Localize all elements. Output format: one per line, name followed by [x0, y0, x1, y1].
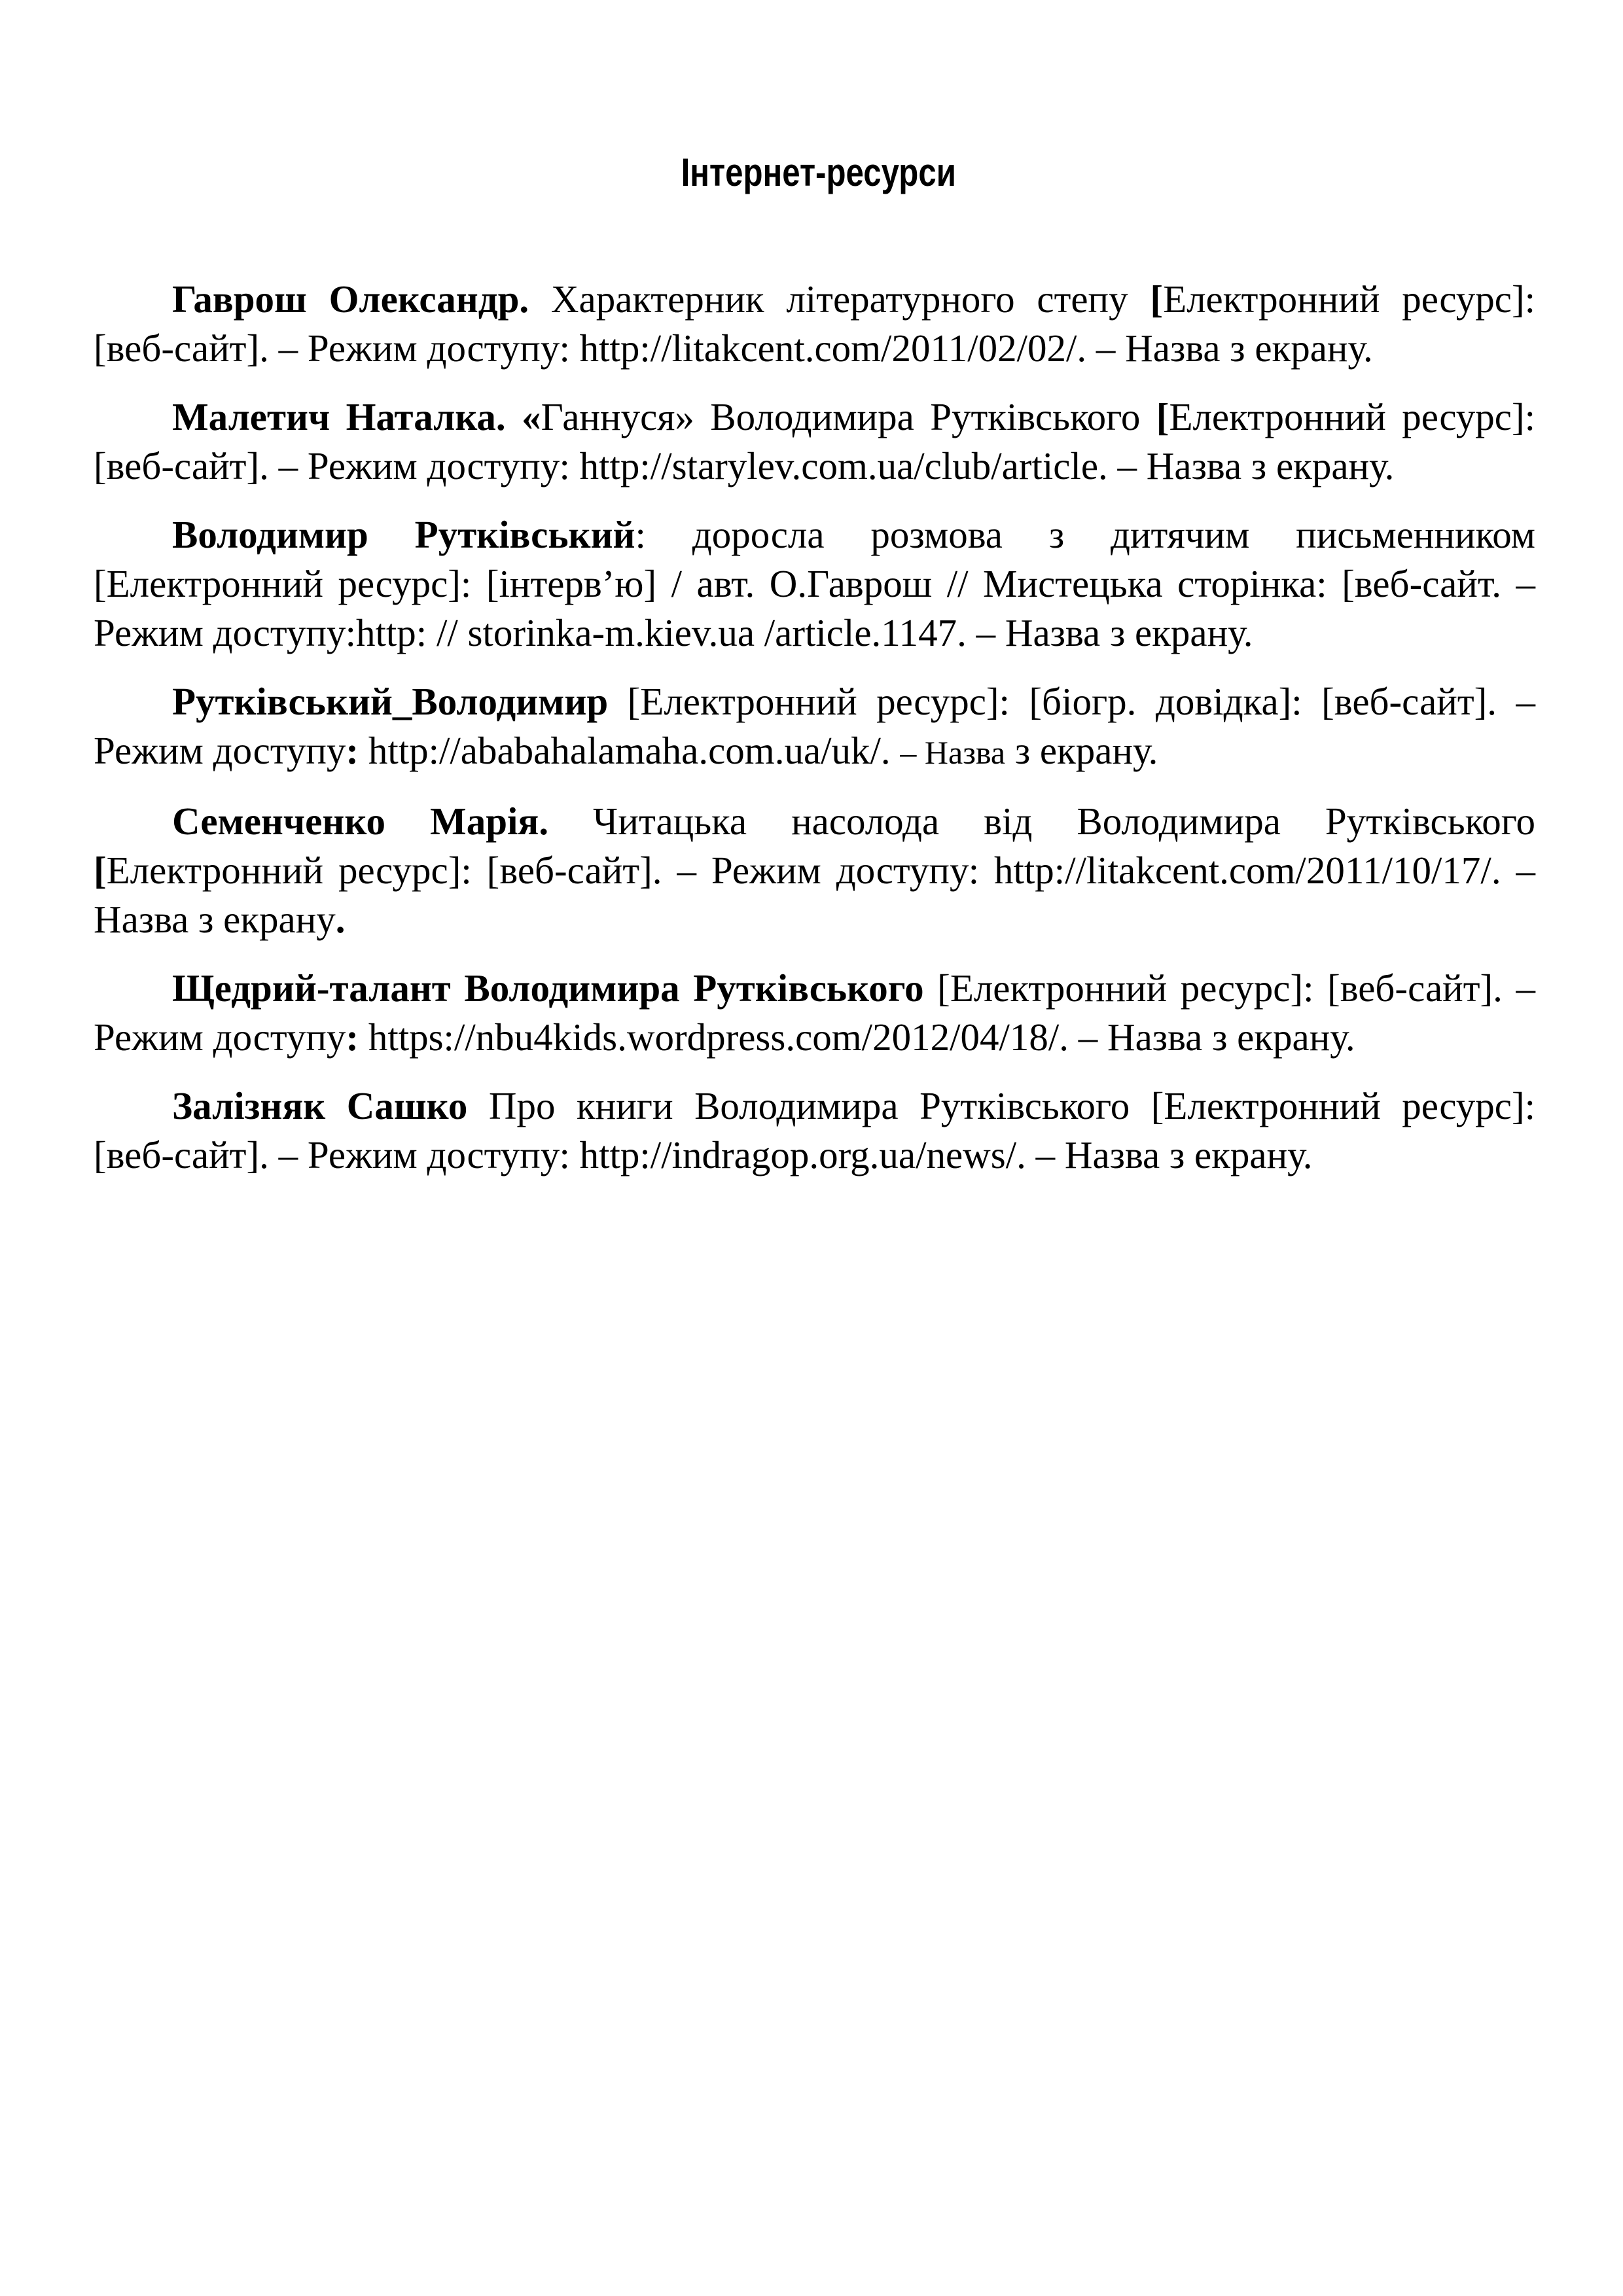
entry-url: http://ababahalamaha.com.ua/uk/.: [359, 729, 901, 772]
bibliography-entry: [94, 797, 1535, 944]
entry-title: [Електронний ресурс]: [біогр. довідка]: [веб-сайт]. – Режим доступу: [94, 680, 1535, 772]
entry-author: Семенченко Марія.: [172, 800, 549, 843]
bibliography-entry: [94, 677, 1535, 777]
entry-author: Володимир Рутківський: [172, 513, 635, 556]
entry-colon: :: [346, 1016, 359, 1059]
entry-text: Про книги Володимира Рутківського [Електронний ресурс]: [веб-сайт]. – Режим доступу: http://indragop.org.ua/news/. – Назва з екрану.: [94, 1084, 1536, 1176]
bibliography-entry: [94, 510, 1535, 658]
entry-title: Читацька насолода від Володимира Рутківського: [548, 800, 1536, 843]
entry-text: : доросла розмова з дитячим письменником [Електронний ресурс]: [інтерв’ю] / авт. О.Гаврош // Мистецька сторінка: [веб-сайт. – Режим доступу:http: // storinka-m.kiev.ua /article.1147. – Назва з екрану.: [94, 513, 1535, 654]
entry-title: Характерник літературного степу: [529, 277, 1150, 321]
entry-text: Електронний ресурс]: [веб-сайт]. – Режим доступу: http://starylev.com.ua/club/article. – Назва з екрану.: [94, 395, 1535, 487]
entry-bracket: [: [94, 849, 107, 892]
entry-bracket: [: [1156, 395, 1169, 438]
page-heading: Інтернет-ресурси: [681, 150, 956, 194]
entry-author: Залізняк Сашко: [172, 1084, 468, 1127]
bibliography-entry: [94, 275, 1535, 373]
entry-author: Щедрий-талант Володимира Рутківського: [172, 966, 924, 1010]
entry-text: Електронний ресурс]: [веб-сайт]. – Режим доступу: http://litakcent.com/2011/02/02/. – Назва з екрану.: [94, 277, 1535, 370]
entry-title: Ганнуся» Володимира Рутківського: [541, 395, 1156, 438]
entry-text: Електронний ресурс]: [веб-сайт]. – Режим доступу: http://litakcent.com/2011/10/17/. – Назва з екрану: [94, 849, 1535, 941]
entry-author: Малетич Наталка. «: [172, 395, 541, 438]
entry-bracket: [: [1150, 277, 1164, 321]
entry-end-mark: .: [335, 898, 346, 941]
bibliography-entry: [94, 964, 1535, 1062]
entry-small-text: – Назва: [900, 734, 1006, 771]
bibliography-entry: [94, 1082, 1535, 1180]
bibliography-list: [94, 275, 1535, 1199]
entry-text: з екрану.: [1005, 729, 1158, 772]
entry-author: Гаврош Олександр.: [172, 277, 529, 321]
entry-text: https://nbu4kids.wordpress.com/2012/04/18/. – Назва з екрану.: [359, 1016, 1355, 1059]
entry-title: [Електронний ресурс]: [веб-сайт]. – Режим доступу: [94, 966, 1535, 1059]
entry-author: Рутківський_Володимир: [172, 680, 609, 723]
entry-colon: :: [346, 729, 359, 772]
bibliography-entry: [94, 393, 1535, 491]
